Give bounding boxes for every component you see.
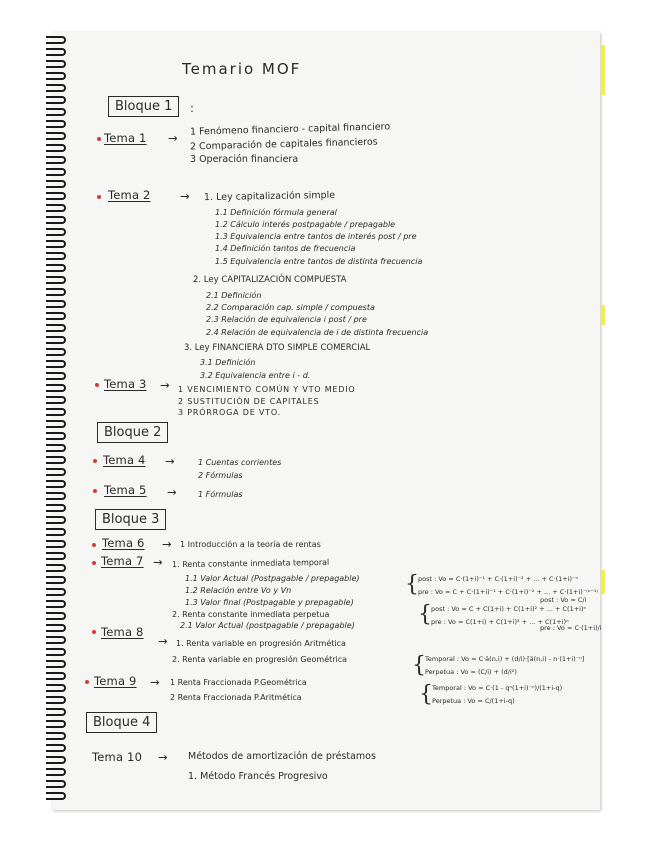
spiral-ring (46, 684, 66, 692)
tema-4-label: Tema 4 (103, 453, 146, 467)
spiral-ring (46, 120, 66, 128)
spiral-ring (46, 60, 66, 68)
brace: { (405, 572, 419, 597)
tema-5-item: 1 Fórmulas (198, 490, 243, 499)
yellow-tab-divider (601, 570, 605, 594)
spiral-ring (46, 756, 66, 764)
spiral-ring (46, 384, 66, 392)
spiral-ring (46, 180, 66, 188)
brace: { (419, 682, 433, 707)
spiral-ring (46, 36, 66, 44)
spiral-ring (46, 792, 66, 800)
tema-8-item: 2. Renta variable en progresión Geométrica (172, 655, 348, 664)
formula-note: pre : Vo = C·(1+i)/i (540, 624, 602, 632)
tema-2-subitem: 1.5 Equivalencia entre tantos de distinta frecuencia (215, 257, 423, 266)
spiral-ring (46, 696, 66, 704)
formula-note: Temporal : Vo = C·ä(n,i) + (d/i)·[ä(n,i) - n·(1+i)⁻ⁿ] (425, 655, 585, 663)
spiral-ring (46, 504, 66, 512)
tema-10-label: Tema 10 (92, 750, 143, 764)
tema-5-arrow: → (167, 485, 177, 499)
tema-7-arrow: → (153, 555, 163, 569)
tema-3-label: Tema 3 (104, 377, 147, 391)
formula-note: Perpetua : Vo = (C/i) + (d/i²) (425, 668, 517, 676)
formula-note: post : Vo = C/i (540, 596, 587, 604)
spiral-ring (46, 300, 66, 308)
bloque-3-label: Bloque 3 (95, 509, 166, 530)
spiral-ring (46, 408, 66, 416)
red-bullet (93, 459, 97, 463)
tema-9-label: Tema 9 (94, 674, 137, 688)
tema-6-item: 1 Introducción a la teoría de rentas (180, 540, 321, 549)
tema-10-arrow: → (158, 750, 168, 764)
formula-note: pre : Vo = C + C·(1+i)⁻¹ + C·(1+i)⁻² + ... + C·(1+i)⁻⁽ⁿ⁻¹⁾ (418, 588, 599, 596)
spiral-ring (46, 312, 66, 320)
spiral-ring (46, 420, 66, 428)
spiral-ring (46, 564, 66, 572)
spiral-ring (46, 228, 66, 236)
spiral-ring (46, 540, 66, 548)
spiral-ring (46, 648, 66, 656)
tema-9-item: 1 Renta Fraccionada P.Geométrica (170, 678, 307, 687)
tema-7-subitem: 2.1 Valor Actual (postpagable / prepagable) (180, 621, 355, 630)
red-bullet (95, 383, 99, 387)
formula-note: Perpetua : Vo = C/(1+i-q) (432, 697, 515, 705)
tema-8-label: Tema 8 (101, 625, 144, 639)
spiral-ring (46, 744, 66, 752)
tema-3-item: 2 SUSTITUCIÓN DE CAPITALES (178, 397, 320, 406)
tema-7-subitem: 1.1 Valor Actual (Postpagable / prepagable) (185, 574, 360, 583)
tema-8-item: 1. Renta variable en progresión Aritmética (176, 639, 346, 648)
spiral-ring (46, 132, 66, 140)
spiral-ring (46, 468, 66, 476)
spiral-ring (46, 216, 66, 224)
brace: { (412, 653, 426, 678)
red-bullet (93, 489, 97, 493)
tema-2-arrow: → (180, 189, 190, 203)
bloque-2-label: Bloque 2 (97, 422, 168, 443)
spiral-ring (46, 96, 66, 104)
bloque-1-label: Bloque 1 (108, 96, 179, 117)
tema-3-arrow: → (160, 378, 170, 392)
spiral-ring (46, 48, 66, 56)
spiral-ring (46, 480, 66, 488)
spiral-ring (46, 240, 66, 248)
spiral-ring (46, 432, 66, 440)
tema-7-subitem: 1.3 Valor final (Postpagable y prepagable) (185, 598, 354, 607)
red-bullet (92, 561, 96, 565)
tema-2-subitem: 3.1 Definición (200, 358, 256, 367)
tema-4-arrow: → (165, 454, 175, 468)
spiral-ring (46, 336, 66, 344)
tema-3-item: 3 PRÓRROGA DE VTO. (178, 408, 281, 417)
tema-5-label: Tema 5 (104, 483, 147, 497)
spiral-ring (46, 252, 66, 260)
tema-1-item: 2 Comparación de capitales financieros (189, 136, 378, 153)
tema-10-item: 1. Método Francés Progresivo (188, 771, 328, 782)
spiral-ring (46, 156, 66, 164)
tema-1-item: 1 Fenómeno financiero - capital financiero (189, 121, 391, 138)
spiral-ring (46, 288, 66, 296)
tema-2-item: 2. Ley CAPITALIZACIÓN COMPUESTA (193, 275, 347, 285)
yellow-tab-divider (601, 305, 605, 325)
spiral-ring (46, 768, 66, 776)
tema-2-subitem: 1.4 Definición tantos de frecuencia (215, 244, 356, 253)
page-title: Temario MOF (182, 60, 302, 78)
tema-1-arrow: → (168, 131, 178, 145)
tema-4-item: 1 Cuentas corrientes (198, 458, 282, 467)
spiral-ring (46, 144, 66, 152)
bloque-1-colon: : (190, 101, 195, 115)
spiral-ring (46, 720, 66, 728)
tema-2-subitem: 2.1 Definición (206, 291, 262, 300)
tema-7-subitem: 1.2 Relación entre Vo y Vn (185, 586, 292, 595)
spiral-ring (46, 276, 66, 284)
brace: { (418, 602, 432, 627)
tema-7-item: 2. Renta constante inmediata perpetua (172, 610, 330, 619)
spiral-ring (46, 552, 66, 560)
spiral-ring (46, 732, 66, 740)
spiral-ring (46, 372, 66, 380)
spiral-ring (46, 576, 66, 584)
spiral-ring (46, 360, 66, 368)
tema-2-item: 1. Ley capitalización simple (203, 189, 336, 204)
spiral-ring (46, 600, 66, 608)
formula-note: Temporal : Vo = C·(1 - qⁿ(1+i)⁻ⁿ)/(1+i-q) (432, 684, 563, 692)
tema-1-item: 3 Operación financiera (190, 154, 299, 165)
spiral-ring (46, 396, 66, 404)
tema-2-subitem: 3.2 Equivalencia entre i - d. (200, 371, 311, 380)
spiral-ring (46, 516, 66, 524)
spiral-ring (46, 624, 66, 632)
spiral-ring (46, 780, 66, 788)
spiral-ring (46, 672, 66, 680)
tema-7-label: Tema 7 (101, 554, 144, 568)
formula-note: post : Vo = C + C(1+i) + C(1+i)² + ... + C(1+i)ⁿ (431, 605, 587, 613)
tema-7-item: 1. Renta constante inmediata temporal (171, 557, 330, 570)
tema-4-item: 2 Fórmulas (198, 471, 243, 480)
spiral-ring (46, 192, 66, 200)
spiral-ring (46, 72, 66, 80)
spiral-ring (46, 168, 66, 176)
tema-9-arrow: → (150, 675, 160, 689)
tema-2-item: 3. Ley FINANCIERA DTO SIMPLE COMERCIAL (184, 343, 371, 353)
spiral-ring (46, 612, 66, 620)
tema-6-arrow: → (162, 537, 172, 551)
tema-2-subitem: 1.3 Equivalencia entre tantos de interés post / pre (215, 232, 417, 241)
red-bullet (92, 630, 96, 634)
tema-2-subitem: 2.4 Relación de equivalencia de i de distinta frecuencia (206, 328, 429, 337)
spiral-ring (46, 456, 66, 464)
tema-1-label: Tema 1 (104, 131, 147, 145)
spiral-ring (46, 492, 66, 500)
tema-10-item: Métodos de amortización de préstamos (188, 751, 376, 762)
red-bullet (85, 680, 89, 684)
spiral-ring (46, 324, 66, 332)
red-bullet (92, 543, 96, 547)
spiral-binding (46, 36, 68, 806)
tema-3-item: 1 VENCIMIENTO COMÚN Y VTO MEDIO (178, 385, 356, 394)
tema-2-subitem: 1.2 Cálculo interés postpagable / prepagable (215, 220, 396, 229)
spiral-ring (46, 528, 66, 536)
spiral-ring (46, 108, 66, 116)
tema-2-subitem: 2.3 Relación de equivalencia i post / pre (206, 315, 367, 324)
tema-6-label: Tema 6 (102, 536, 145, 550)
spiral-ring (46, 264, 66, 272)
tema-2-subitem: 2.2 Comparación cap. simple / compuesta (206, 303, 375, 312)
tema-9-item: 2 Renta Fraccionada P.Aritmética (170, 693, 302, 702)
formula-note: pre : Vo = C(1+i) + C(1+i)² + ... + C(1+i)ⁿ (431, 618, 569, 626)
red-bullet (97, 195, 101, 199)
spiral-ring (46, 204, 66, 212)
tema-2-label: Tema 2 (108, 188, 151, 202)
spiral-ring (46, 84, 66, 92)
spiral-ring (46, 444, 66, 452)
spiral-ring (46, 588, 66, 596)
formula-note: post : Vo = C·(1+i)⁻¹ + C·(1+i)⁻² + ... + C·(1+i)⁻ⁿ (418, 575, 579, 583)
yellow-tab-divider (601, 45, 605, 95)
red-bullet (97, 137, 101, 141)
spiral-ring (46, 636, 66, 644)
spiral-ring (46, 708, 66, 716)
spiral-ring (46, 660, 66, 668)
tema-8-arrow: → (158, 634, 168, 648)
spiral-ring (46, 348, 66, 356)
tema-2-subitem: 1.1 Definición fórmula general (215, 208, 337, 217)
bloque-4-label: Bloque 4 (86, 712, 157, 733)
